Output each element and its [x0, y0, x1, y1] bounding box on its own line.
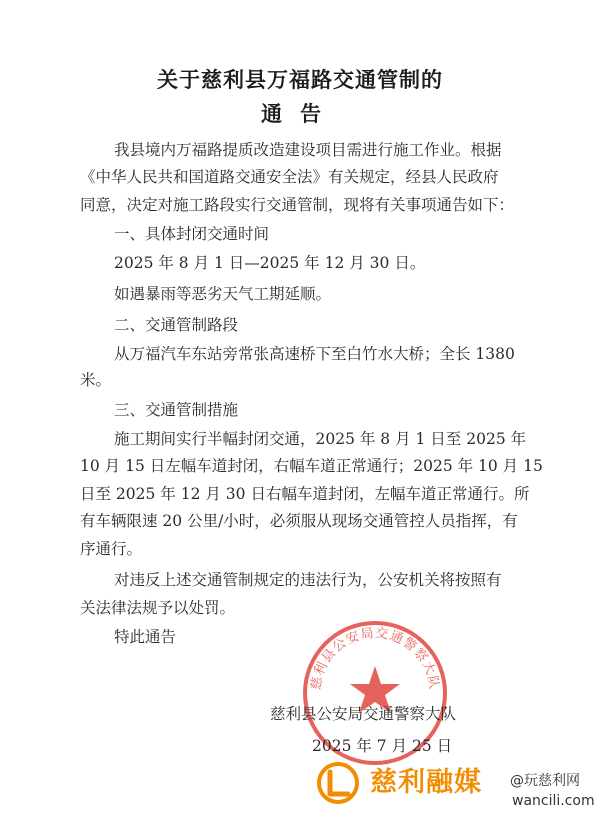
paragraph-line: 同意，决定对施工路段实行交通管制，现将有关事项通告如下：	[80, 196, 515, 214]
notice-date: 2025 年 7 月 25 日	[312, 737, 453, 755]
section-heading: 一、具体封闭交通时间	[114, 225, 270, 243]
notice-subtitle: 通告	[261, 101, 339, 126]
paragraph-line: 2025 年 8 月 1 日—2025 年 12 月 30 日。	[114, 254, 426, 272]
paragraph-line: 关法律法规予以处罚。	[80, 599, 236, 617]
paragraph-line: 10 月 15 日左幅车道封闭，右幅车道正常通行；2025 年 10 月 15	[80, 457, 543, 475]
watermark-handle: @玩慈利网	[510, 773, 580, 789]
brand-logo-icon	[316, 760, 360, 806]
paragraph-line: 《中华人民共和国道路交通安全法》有关规定，经县人民政府	[80, 168, 499, 186]
section-heading: 二、交通管制路段	[114, 316, 239, 334]
paragraph-line: 如遇暴雨等恶劣天气工期延顺。	[114, 285, 332, 303]
brand-name: 慈利融媒	[370, 767, 482, 798]
notice-title: 关于慈利县万福路交通管制的	[157, 67, 443, 92]
paragraph-line: 有车辆限速 20 公里/小时，必须服从现场交通管控人员指挥，有	[80, 512, 518, 530]
paragraph-line: 日至 2025 年 12 月 30 日右幅车道封闭，左幅车道正常通行。所	[80, 485, 530, 503]
paragraph-line: 对违反上述交通管制规定的违法行为，公安机关将按照有	[114, 571, 502, 589]
section-heading: 三、交通管制措施	[114, 401, 239, 419]
paragraph-line: 施工期间实行半幅封闭交通，2025 年 8 月 1 日至 2025 年	[114, 430, 527, 448]
seal-text: 慈利县公安局交通警察大队	[308, 626, 442, 691]
signature: 慈利县公安局交通警察大队	[270, 705, 457, 723]
paragraph-line: 从万福汽车东站旁常张高速桥下至白竹水大桥；全长 1380	[114, 345, 515, 363]
paragraph-line: 米。	[80, 371, 112, 389]
watermark-url: wancili.com	[512, 793, 595, 809]
closing-line: 特此通告	[114, 628, 177, 646]
paragraph-line: 序通行。	[80, 540, 143, 558]
paragraph-line: 我县境内万福路提质改造建设项目需进行施工作业。根据	[114, 141, 502, 159]
